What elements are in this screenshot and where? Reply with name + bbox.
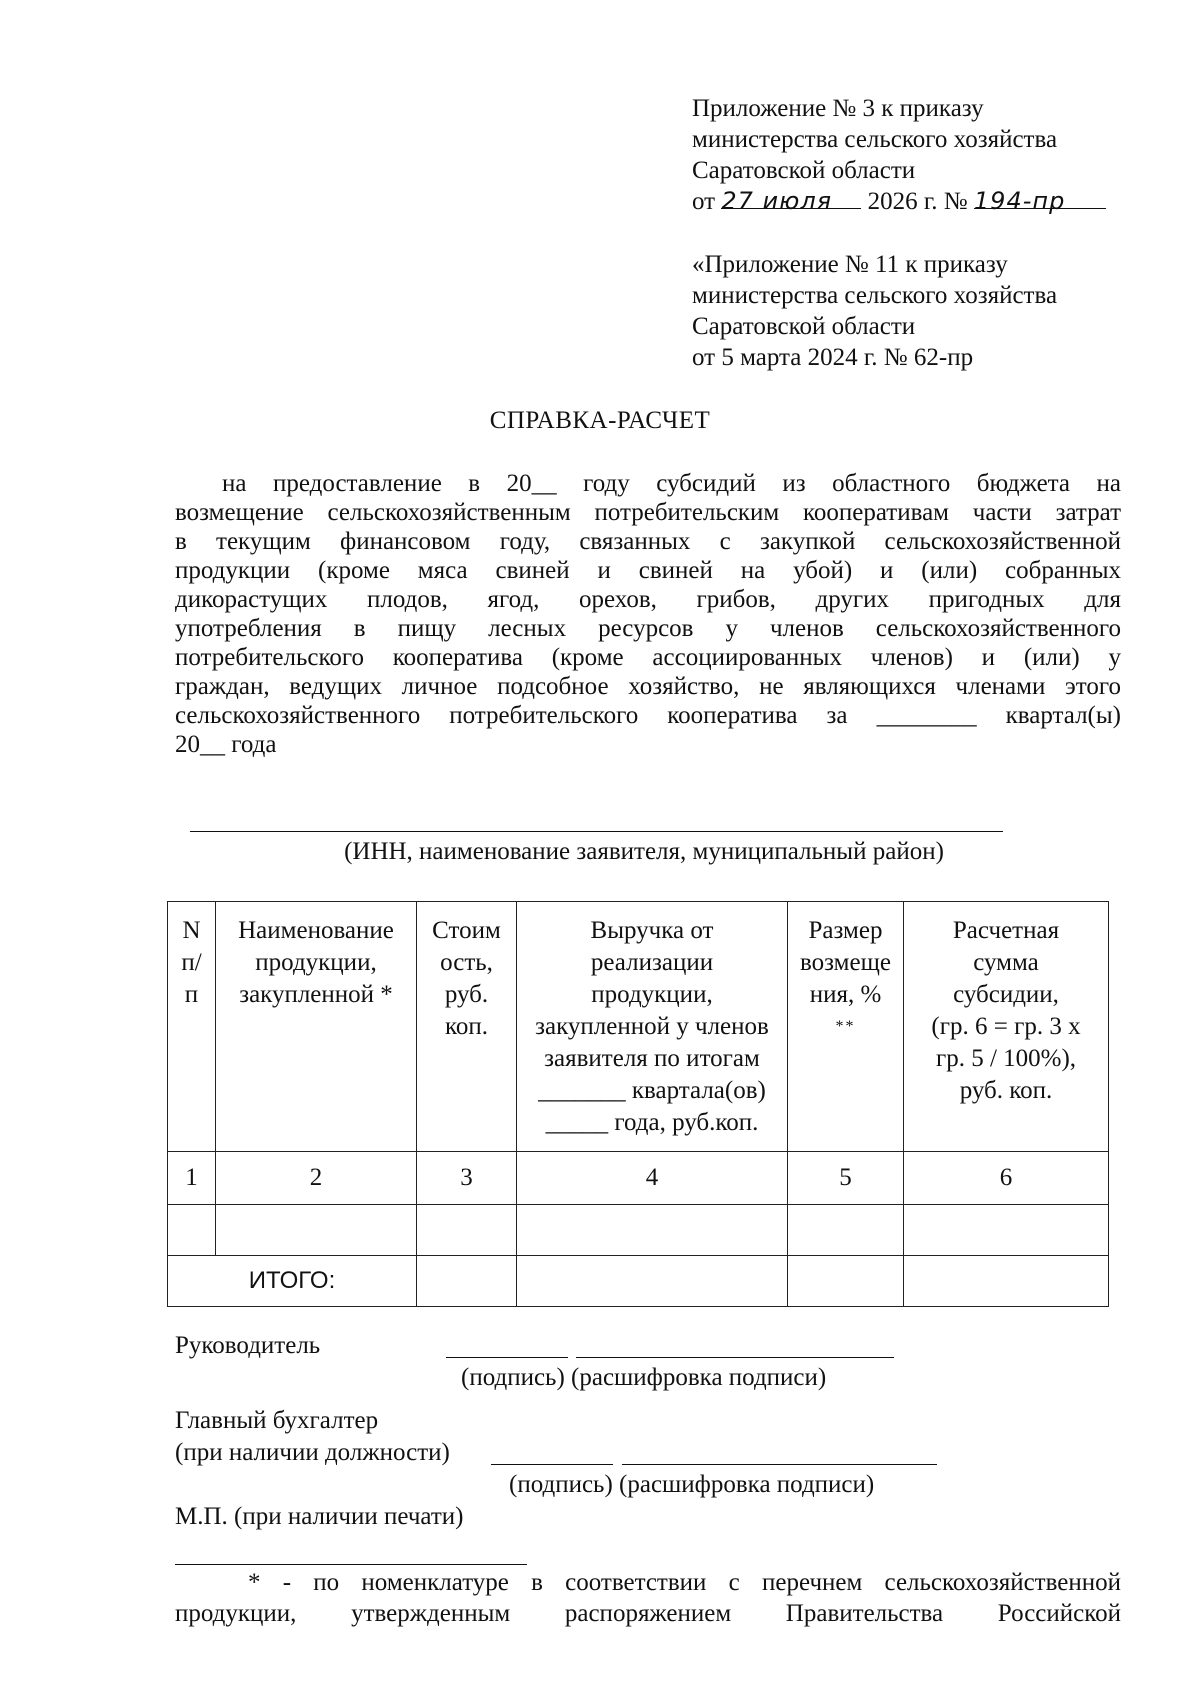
footnote-line-1: * - по номенклатуре в соответствии с перечнем сельскохозяйственной bbox=[248, 1569, 1121, 1596]
footnote-line-2: продукции, утвержденным распоряжением Правительства Российской bbox=[175, 1600, 1121, 1627]
appendix11-line1: «Приложение № 11 к приказу bbox=[692, 251, 1008, 278]
stamp-label: М.П. (при наличии печати) bbox=[175, 1503, 464, 1530]
handwritten-number: 194-пр bbox=[973, 187, 1066, 215]
header-revenue: Выручка от реализации продукции, закупленной у членов заявителя по итогам _______ квартала(ов) _____ года, руб.коп. bbox=[517, 902, 788, 1152]
accountant-name-line[interactable] bbox=[622, 1464, 937, 1465]
cell-number[interactable] bbox=[168, 1205, 216, 1256]
column-number: 6 bbox=[904, 1152, 1109, 1205]
paragraph-line-1: на предоставление в 20__ году субсидий из областного бюджета на bbox=[222, 470, 1121, 497]
total-label: ИТОГО: bbox=[168, 1256, 417, 1307]
total-revenue[interactable] bbox=[517, 1256, 788, 1307]
header-compensation-rate: Размер возмеще ния, % ** bbox=[788, 902, 904, 1152]
applicant-line[interactable] bbox=[190, 831, 1003, 832]
paragraph-line-4: продукции (кроме мяса свиней и свиней на убой) и (или) собранных bbox=[175, 557, 1121, 584]
header-number: N п/ п bbox=[168, 902, 216, 1152]
column-number: 4 bbox=[517, 1152, 788, 1205]
paragraph-line-7: потребительского кооператива (кроме ассоциированных членов) и (или) у bbox=[175, 644, 1121, 671]
cell-product-name[interactable] bbox=[216, 1205, 417, 1256]
appendix11-line3: Саратовской области bbox=[692, 313, 916, 340]
handwritten-date: 27 июля bbox=[721, 187, 833, 215]
head-signature-caption: (подпись) (расшифровка подписи) bbox=[461, 1364, 827, 1391]
accountant-position-label: (при наличии должности) bbox=[175, 1439, 450, 1466]
total-row bbox=[168, 1256, 1109, 1307]
column-number: 5 bbox=[788, 1152, 904, 1205]
handwritten-date-field bbox=[721, 186, 861, 215]
paragraph-line-8: граждан, ведущих личное подсобное хозяйство, не являющихся членами этого bbox=[175, 673, 1121, 700]
date-prefix: от bbox=[692, 188, 716, 215]
appendix3-line3: Саратовской области bbox=[692, 157, 916, 184]
appendix3-line1: Приложение № 3 к приказу bbox=[692, 95, 984, 122]
total-cost[interactable] bbox=[417, 1256, 517, 1307]
header-subsidy-amount: Расчетная сумма субсидии, (гр. 6 = гр. 3 х гр. 5 / 100%), руб. коп. bbox=[904, 902, 1109, 1152]
head-signature-line[interactable] bbox=[446, 1357, 568, 1358]
appendix3-date-line bbox=[692, 186, 1106, 217]
table-row bbox=[168, 1205, 1109, 1256]
accountant-signature-line[interactable] bbox=[491, 1464, 613, 1465]
total-compensation-rate[interactable] bbox=[788, 1256, 904, 1307]
paragraph-line-9: сельскохозяйственного потребительского кооператива за ________ квартал(ы) bbox=[175, 702, 1121, 729]
column-number: 3 bbox=[417, 1152, 517, 1205]
column-number: 1 bbox=[168, 1152, 216, 1205]
paragraph-line-10: 20__ года bbox=[175, 731, 277, 758]
appendix11-line2: министерства сельского хозяйства bbox=[692, 282, 1058, 309]
paragraph-line-2: возмещение сельскохозяйственным потребительским кооперативам части затрат bbox=[175, 499, 1121, 526]
total-subsidy-amount[interactable] bbox=[904, 1256, 1109, 1307]
header-cost: Стоим ость, руб. коп. bbox=[417, 902, 517, 1152]
appendix11-line4: от 5 марта 2024 г. № 62-пр bbox=[692, 344, 974, 371]
column-number: 2 bbox=[216, 1152, 417, 1205]
document-title: СПРАВКА-РАСЧЕТ bbox=[489, 407, 711, 434]
order-year: 2026 г. № bbox=[867, 188, 968, 215]
appendix3-line2: министерства сельского хозяйства bbox=[692, 126, 1058, 153]
accountant-label: Главный бухгалтер bbox=[175, 1407, 379, 1434]
head-name-line[interactable] bbox=[576, 1357, 894, 1358]
paragraph-line-3: в текущим финансовом году, связанных с закупкой сельскохозяйственной bbox=[175, 528, 1121, 555]
cell-revenue[interactable] bbox=[517, 1205, 788, 1256]
cell-compensation-rate[interactable] bbox=[788, 1205, 904, 1256]
head-label: Руководитель bbox=[175, 1332, 321, 1359]
cell-cost[interactable] bbox=[417, 1205, 517, 1256]
calculation-table bbox=[167, 901, 1109, 1307]
handwritten-number-field bbox=[973, 186, 1106, 215]
cell-subsidy-amount[interactable] bbox=[904, 1205, 1109, 1256]
paragraph-line-5: дикорастущих плодов, ягод, орехов, грибов, других пригодных для bbox=[175, 586, 1121, 613]
accountant-signature-caption: (подпись) (расшифровка подписи) bbox=[509, 1471, 875, 1498]
footnote-divider bbox=[175, 1564, 527, 1565]
header-product-name: Наименование продукции, закупленной * bbox=[216, 902, 417, 1152]
applicant-caption: (ИНН, наименование заявителя, муниципальный район) bbox=[344, 838, 944, 865]
column-number-row bbox=[168, 1152, 1109, 1205]
table-header-row bbox=[168, 902, 1109, 1152]
paragraph-line-6: употребления в пищу лесных ресурсов у членов сельскохозяйственного bbox=[175, 615, 1121, 642]
